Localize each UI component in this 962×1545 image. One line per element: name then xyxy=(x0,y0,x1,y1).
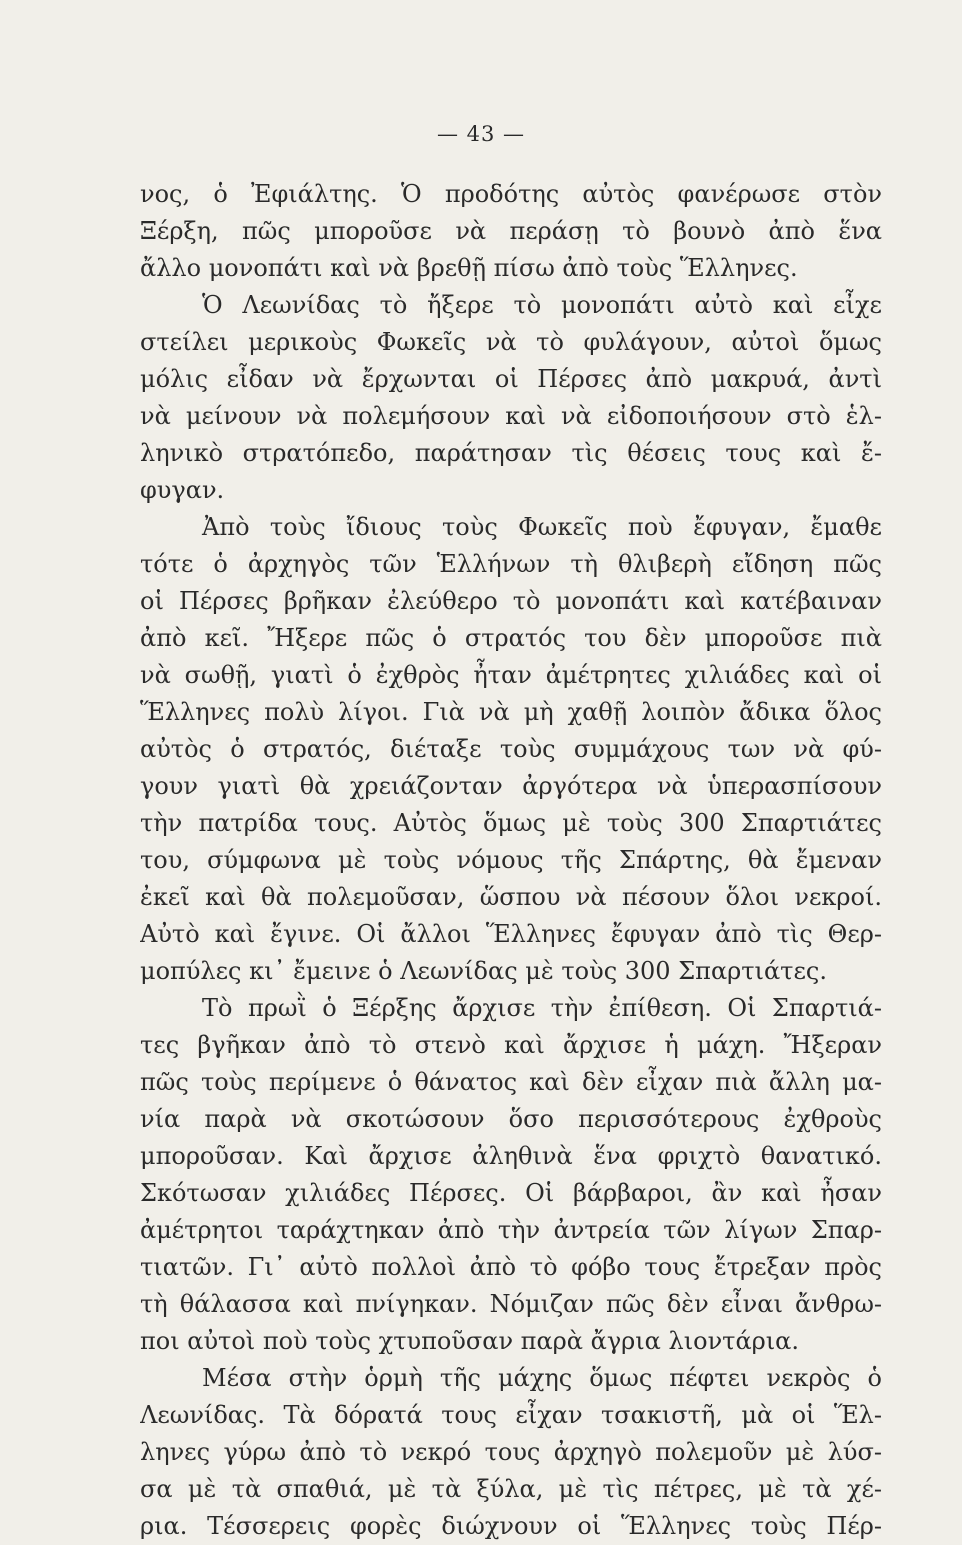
text-line: ἄλλο μονοπάτι καὶ νὰ βρεθῇ πίσω ἀπὸ τοὺς Ἕλληνες. xyxy=(140,254,798,282)
text-line: ληνικὸ στρατόπεδο, παράτησαν τὶς θέσεις τους καὶ ἔ- xyxy=(140,439,882,467)
text-line: ληνες γύρω ἀπὸ τὸ νεκρό τους ἀρχηγὸ πολεμοῦν μὲ λύσ- xyxy=(140,1438,882,1466)
text-line: ἀπὸ κεῖ. Ἤξερε πῶς ὁ στρατός του δὲν μποροῦσε πιὰ xyxy=(140,624,882,652)
page-number: — 43 — xyxy=(436,122,526,146)
text-line: Ξέρξη, πῶς μποροῦσε νὰ περάσῃ τὸ βουνὸ ἀπὸ ἕνα xyxy=(140,217,882,245)
text-line: Μέσα στὴν ὁρμὴ τῆς μάχης ὅμως πέφτει νεκρὸς ὁ xyxy=(202,1364,882,1392)
text-line: ἀμέτρητοι ταράχτηκαν ἀπὸ τὴν ἀντρεία τῶν λίγων Σπαρ- xyxy=(140,1216,882,1244)
text-line: τες βγῆκαν ἀπὸ τὸ στενὸ καὶ ἄρχισε ἡ μάχη. Ἤξεραν xyxy=(140,1031,882,1059)
body-text xyxy=(140,176,882,1545)
text-line: τὴν πατρίδα τους. Αὐτὸς ὅμως μὲ τοὺς 300 Σπαρτιάτες xyxy=(140,809,882,837)
text-line: φυγαν. xyxy=(140,476,225,504)
text-line: οἱ Πέρσες βρῆκαν ἐλεύθερο τὸ μονοπάτι καὶ κατέβαιναν xyxy=(140,587,882,615)
text-line: μόλις εἶδαν νὰ ἔρχωνται οἱ Πέρσες ἀπὸ μακρυά, ἀντὶ xyxy=(140,365,882,393)
text-line: μποροῦσαν. Καὶ ἄρχισε ἀληθινὰ ἕνα φριχτὸ θανατικό. xyxy=(140,1142,882,1170)
text-line: τὴ θάλασσα καὶ πνίγηκαν. Νόμιζαν πῶς δὲν εἶναι ἄνθρω- xyxy=(140,1290,882,1318)
text-line: σα μὲ τὰ σπαθιά, μὲ τὰ ξύλα, μὲ τὶς πέτρες, μὲ τὰ χέ- xyxy=(140,1475,882,1503)
text-line: νος, ὁ Ἐφιάλτης. Ὁ προδότης αὐτὸς φανέρωσε στὸν xyxy=(140,180,882,208)
text-line: ποι αὐτοὶ ποὺ τοὺς χτυποῦσαν παρὰ ἄγρια λιοντάρια. xyxy=(140,1327,800,1355)
text-line: Ἀπὸ τοὺς ἴδιους τοὺς Φωκεῖς ποὺ ἔφυγαν, ἔμαθε xyxy=(202,513,882,541)
text-line: γουν γιατὶ θὰ χρειάζονταν ἀργότερα νὰ ὑπερασπίσουν xyxy=(140,772,882,800)
text-line: Τὸ πρωῒ ὁ Ξέρξης ἄρχισε τὴν ἐπίθεση. Οἱ Σπαρτιά- xyxy=(202,994,882,1022)
text-line: τότε ὁ ἀρχηγὸς τῶν Ἑλλήνων τὴ θλιβερὴ εἴδηση πῶς xyxy=(140,550,882,578)
text-line: ἐκεῖ καὶ θὰ πολεμοῦσαν, ὥσπου νὰ πέσουν ὅλοι νεκροί. xyxy=(140,883,882,911)
text-line: νὰ σωθῇ, γιατὶ ὁ ἐχθρὸς ἦταν ἀμέτρητες χιλιάδες καὶ οἱ xyxy=(140,661,882,689)
text-line: Λεωνίδας. Τὰ δόρατά τους εἶχαν τσακιστῆ, μὰ οἱ Ἕλ- xyxy=(140,1401,882,1429)
text-line: στείλει μερικοὺς Φωκεῖς νὰ τὸ φυλάγουν, αὐτοὶ ὅμως xyxy=(140,328,882,356)
text-line: αὐτὸς ὁ στρατός, διέταξε τοὺς συμμάχους των νὰ φύ- xyxy=(140,735,882,763)
text-line: Αὐτὸ καὶ ἔγινε. Οἱ ἄλλοι Ἕλληνες ἔφυγαν ἀπὸ τὶς Θερ- xyxy=(140,920,882,948)
text-line: ρια. Τέσσερεις φορὲς διώχνουν οἱ Ἕλληνες τοὺς Πέρ- xyxy=(140,1512,882,1540)
text-line: Ἕλληνες πολὺ λίγοι. Γιὰ νὰ μὴ χαθῇ λοιπὸν ἄδικα ὅλος xyxy=(140,698,882,726)
text-line: Σκότωσαν χιλιάδες Πέρσες. Οἱ βάρβαροι, ἂν καὶ ἦσαν xyxy=(140,1179,882,1207)
text-line: τιατῶν. Γι᾽ αὐτὸ πολλοὶ ἀπὸ τὸ φόβο τους ἔτρεξαν πρὸς xyxy=(140,1253,882,1281)
text-line: πῶς τοὺς περίμενε ὁ θάνατος καὶ δὲν εἶχαν πιὰ ἄλλη μα- xyxy=(140,1068,882,1096)
text-line: νία παρὰ νὰ σκοτώσουν ὅσο περισσότερους ἐχθροὺς xyxy=(140,1105,882,1133)
text-line: μοπύλες κι᾽ ἔμεινε ὁ Λεωνίδας μὲ τοὺς 300 Σπαρτιάτες. xyxy=(140,957,827,985)
text-line: νὰ μείνουν νὰ πολεμήσουν καὶ νὰ εἰδοποιήσουν στὸ ἑλ- xyxy=(140,402,882,430)
text-line: του, σύμφωνα μὲ τοὺς νόμους τῆς Σπάρτης, θὰ ἔμεναν xyxy=(140,846,882,874)
text-line: Ὁ Λεωνίδας τὸ ἤξερε τὸ μονοπάτι αὐτὸ καὶ εἶχε xyxy=(202,291,882,319)
